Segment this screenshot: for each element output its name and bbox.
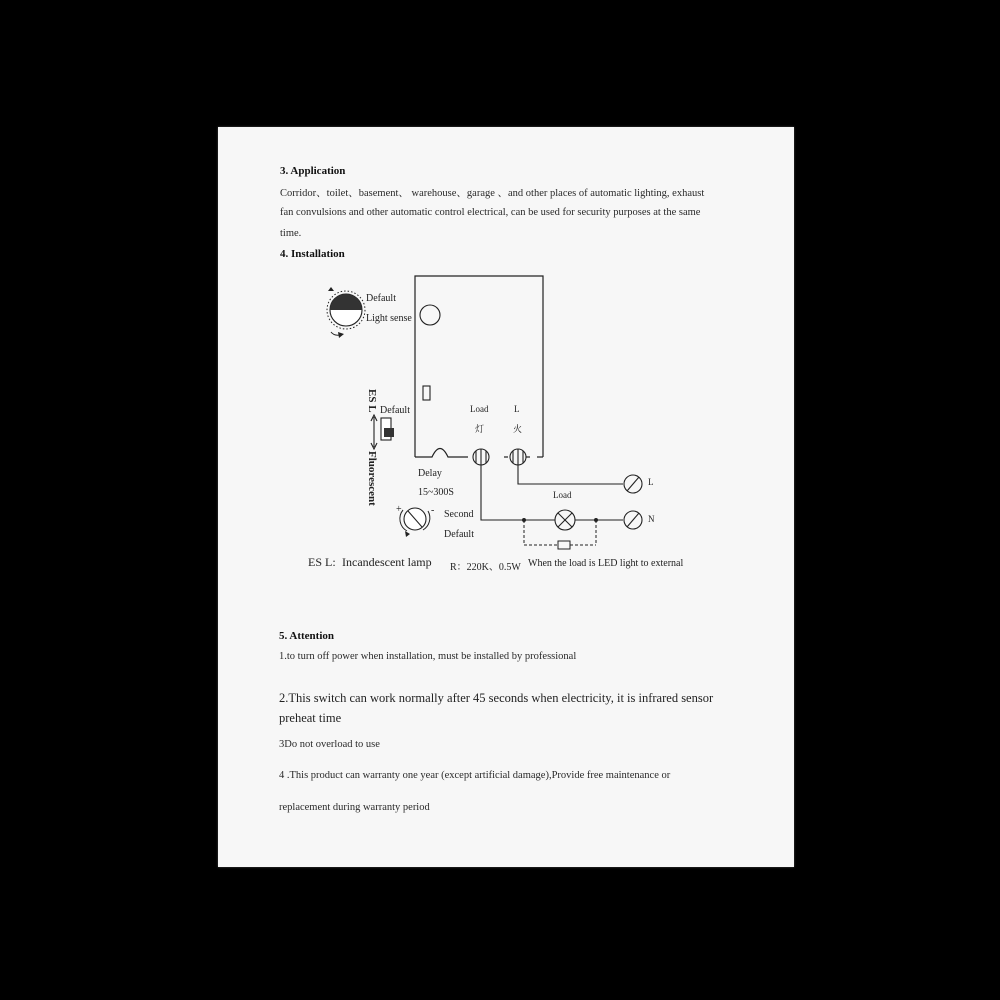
resistor-icon [558, 541, 570, 549]
wiring-diagram [218, 127, 794, 607]
attention-item-2-line-1: 2.This switch can work normally after 45 seconds when electricity, it is infrared sensor [279, 691, 714, 705]
knob-default-label: Default [366, 293, 396, 304]
delay-second-label: Second [444, 509, 474, 520]
switch-slot-icon [423, 386, 430, 400]
delay-plus-label: + [396, 504, 402, 515]
esl-fluorescent-switch-icon [371, 415, 394, 449]
attention-item-1: 1.to turn off power when installation, must be installed by professional [279, 651, 577, 662]
light-sense-knob-icon [327, 287, 365, 338]
delay-minus-label: - [431, 505, 435, 516]
fluorescent-vertical-label: Fluorescent [366, 451, 378, 506]
line-l-label: L [648, 477, 654, 487]
light-sensor-icon [420, 305, 440, 325]
attention-item-2-line-2: preheat time [279, 711, 342, 725]
delay-default-label: Default [444, 529, 474, 540]
knob-light-sense-label: Light sense [366, 313, 412, 324]
attention-item-4-line-2: replacement during warranty period [279, 802, 430, 813]
attention-item-3: 3Do not overload to use [279, 739, 380, 750]
attention-heading: 5. Attention [279, 630, 334, 642]
lamp-load-label: Load [553, 490, 572, 500]
led-note: When the load is LED light to external [528, 558, 684, 569]
line-n-label: N [648, 514, 655, 524]
esl-caption: ES L: [308, 555, 336, 569]
delay-knob-icon [400, 508, 430, 537]
terminal-load-label: Load [470, 404, 489, 414]
esl-vertical-label: ES L [366, 389, 378, 413]
application-heading: 3. Application [280, 165, 346, 177]
delay-range-label: 15~300S [418, 487, 454, 498]
terminal-load-cn-label: 灯 [475, 424, 485, 434]
lamp-icon [555, 510, 575, 530]
resistor-note: R：220K、0.5W [450, 562, 521, 573]
application-line-2: fan convulsions and other automatic control electrical, can be used for security purposes at the same [280, 207, 701, 218]
attention-item-4-line-1: 4 .This product can warranty one year (except artificial damage),Provide free maintenance or [279, 770, 671, 781]
document-page [218, 127, 794, 867]
delay-label: Delay [418, 468, 442, 479]
resistor-branch [523, 519, 598, 550]
esl-description: Incandescent lamp [342, 555, 432, 569]
application-line-3: time. [280, 228, 302, 239]
terminal-l-cn-label: 火 [513, 424, 523, 434]
application-line-1: Corridor、toilet、basement、 warehouse、garage 、and other places of automatic lighting, exhaust [280, 188, 705, 199]
installation-heading: 4. Installation [280, 248, 345, 260]
switch-default-label: Default [380, 405, 410, 416]
terminal-l-label: L [514, 404, 520, 414]
